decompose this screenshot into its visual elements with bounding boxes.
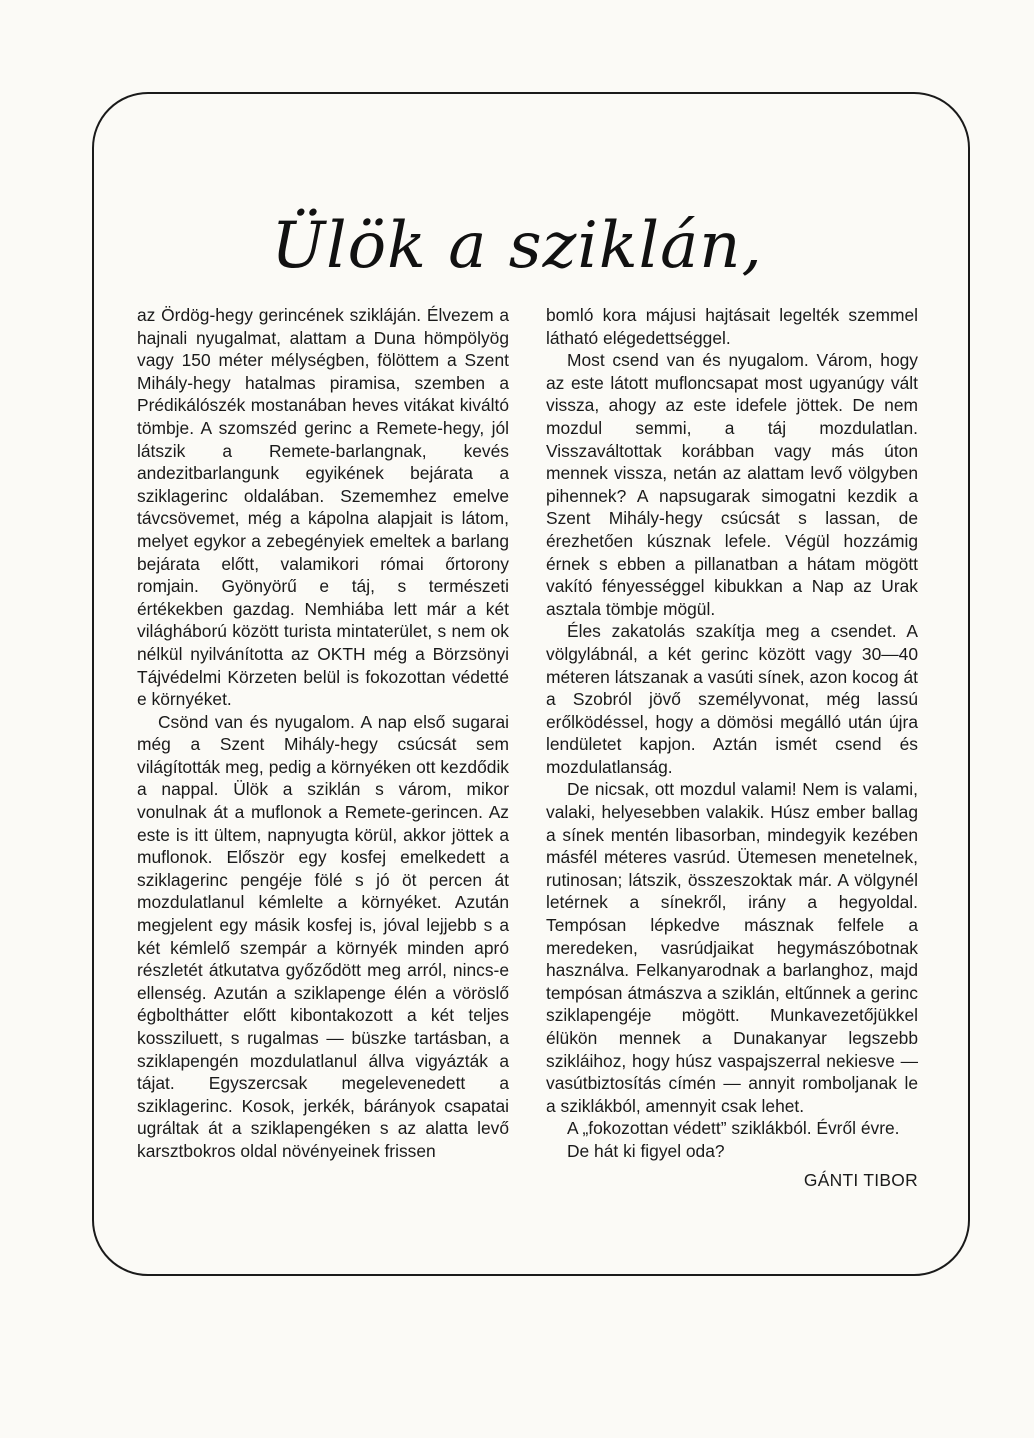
paragraph: Éles zakatolás szakítja meg a csendet. A völgylábnál, a két gerinc között vagy 30—40 méteren látszanak a vasúti sínek, azon kocog át a Szobról jövő személyvonat, még lassú erőlködéssel, hogy a dömösi megálló után újra lendületet kapjon. Aztán ismét csend és mozdulatlanság. (546, 621, 918, 777)
text-column-left (137, 304, 509, 1163)
paragraph: az Ördög-hegy gerincének szikláján. Élvezem a hajnali nyugalmat, alattam a Duna hömpölyög vagy 150 méter mélységben, fölöttem a Szent Mihály-hegy hatalmas piramisa, szemben a Prédikálószék mostanában heves vitákat kiváltó tömbje. A szomszéd gerinc a Remete-hegy, jól látszik a Remete-barlangnak, kevés andezitbarlangunk egyikének bejárata a sziklagerinc oldalában. Szememhez emelve távcsövemet, még a kápolna alapjait is látom, melyet egykor a zebegényiek emeltek a barlang bejárata előtt, valamikori római őrtorony romjain. Gyönyörű e táj, s természeti értékekben gazdag. Nemhiába lett már a két világháború között turista mintaterület, s nem ok nélkül nyilvánította az OKTH még a Börzsönyi Tájvédelmi Körzeten belül is fokozottan védetté e környéket. (137, 305, 509, 710)
paragraph: Csönd van és nyugalom. A nap első sugarai még a Szent Mihály-hegy csúcsát sem világították meg, pedig a környéken ott kezdődik a nappal. Ülök a sziklán s várom, mikor vonulnak át a muflonok a Remete-gerincen. Az este is itt ültem, napnyugta körül, akkor jöttek a muflonok. Először egy kosfej emelkedett a sziklagerinc pengéje fölé s jó öt percen át mozdulatlanul kémlelte a környéket. Azután megjelent egy másik kosfej is, jóval lejjebb s a két kémlelő szempár a környék minden apró részletét átkutatva győződött meg arról, nincs-e ellenség. Azután a sziklapenge élén a vöröslő égbolthátter előtt kibontakozott a két teljes kossziluett, s rugalmas — büszke tartásban, a sziklapengén mozdulatlanul állva vigyázták a tájat. Egyszercsak megelevenedett a sziklagerinc. Kosok, jerkék, bárányok csapatai ugráltak át a sziklapengéken s az alatta levő karsztbokros oldal növényeinek frissen (137, 711, 509, 1161)
paragraph: Most csend van és nyugalom. Várom, hogy az este látott mufloncsapat most ugyanúgy vált vissza, ahogy az este idefele jöttek. De nem mozdul semmi, a táj mozdulatlan. Visszaváltottak korábban vagy más úton mennek vissza, netán az alattam levő völgyben pihennek? A napsugarak simogatni kezdik a Szent Mihály-hegy csúcsát s lassan, de érezhetően kúsznak lefele. Végül hozzámig érnek s ebben a pillanatban a hátam mögött vakító fényességgel kibukkan a Nap az Urak asztala tömbje mögül. (546, 350, 918, 619)
paragraph: De nicsak, ott mozdul valami! Nem is valami, valaki, helyesebben valakik. Húsz ember ballag a sínek mentén libasorban, mindegyik kezében másfél méteres vasrúd. Ütemesen menetelnek, rutinosan; látszik, összeszoktak már. A völgynél letérnek a sínekről, irány a hegyoldal. Tempósan lépkedve másznak felfele a meredeken, vasrúdjaikat hegymászóbotnak használva. Felkanyarodnak a barlanghoz, majd tempósan átmászva a sziklán, eltűnnek a gerinc sziklapengéje mögött. Munkavezetőjükkel élükön mennek a Dunakanyar legszebb szikláihoz, hogy húsz vaspajszerral nekiesve — vasútbiztosítás címén — annyit romboljanak le a sziklákból, amennyit csak lehet. (546, 779, 918, 1116)
article-title: Ülök a sziklán, (271, 209, 763, 283)
paragraph: De hát ki figyel oda? (567, 1140, 725, 1161)
paragraph: A „fokozottan védett” sziklákból. Évről évre. (567, 1118, 900, 1139)
paragraph: bomló kora májusi hajtásait legelték szemmel látható elégedettséggel. (546, 305, 918, 348)
author-signature: GÁNTI TIBOR (803, 1169, 918, 1190)
text-column-right (546, 304, 918, 1191)
